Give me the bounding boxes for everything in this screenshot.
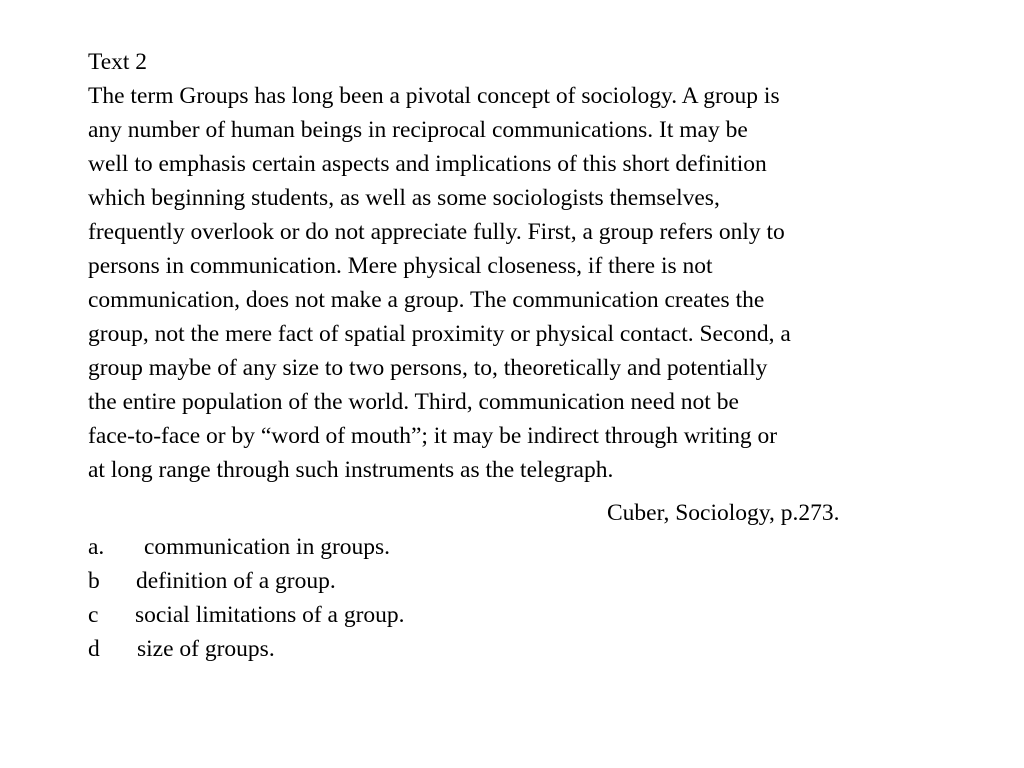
passage-line: which beginning students, as well as some sociologists themselves, — [88, 185, 720, 211]
passage-line: face-to-face or by “word of mouth”; it may be indirect through writing or — [88, 423, 778, 449]
passage-line: group, not the mere fact of spatial proximity or physical contact. Second, a — [88, 321, 791, 347]
passage-line: The term Groups has long been a pivotal concept of sociology. A group is — [88, 83, 780, 109]
answer-option-a[interactable] — [88, 530, 391, 564]
text-heading: Text 2 — [88, 49, 148, 75]
option-text: social limitations of a group. — [135, 602, 405, 628]
option-text: size of groups. — [137, 636, 275, 662]
passage-line: well to emphasis certain aspects and implications of this short definition — [88, 151, 767, 177]
passage — [88, 79, 948, 487]
answer-options — [88, 530, 405, 666]
answer-option-c[interactable] — [88, 598, 405, 632]
passage-line: any number of human beings in reciprocal communications. It may be — [88, 117, 748, 143]
passage-line: at long range through such instruments as the telegraph. — [88, 457, 614, 483]
option-text: communication in groups. — [144, 534, 391, 560]
option-letter: b — [88, 568, 100, 594]
option-text: definition of a group. — [136, 568, 336, 594]
passage-line: group maybe of any size to two persons, to, theoretically and potentially — [88, 355, 768, 381]
option-letter: a. — [88, 534, 105, 560]
citation: Cuber, Sociology, p.273. — [607, 500, 840, 526]
passage-line: frequently overlook or do not appreciate fully. First, a group refers only to — [88, 219, 785, 245]
answer-option-b[interactable] — [88, 564, 336, 598]
passage-line: persons in communication. Mere physical closeness, if there is not — [88, 253, 713, 279]
option-letter: c — [88, 602, 99, 628]
passage-line: the entire population of the world. Third, communication need not be — [88, 389, 739, 415]
option-letter: d — [88, 636, 100, 662]
answer-option-d[interactable] — [88, 632, 275, 666]
passage-line: communication, does not make a group. The communication creates the — [88, 287, 765, 313]
